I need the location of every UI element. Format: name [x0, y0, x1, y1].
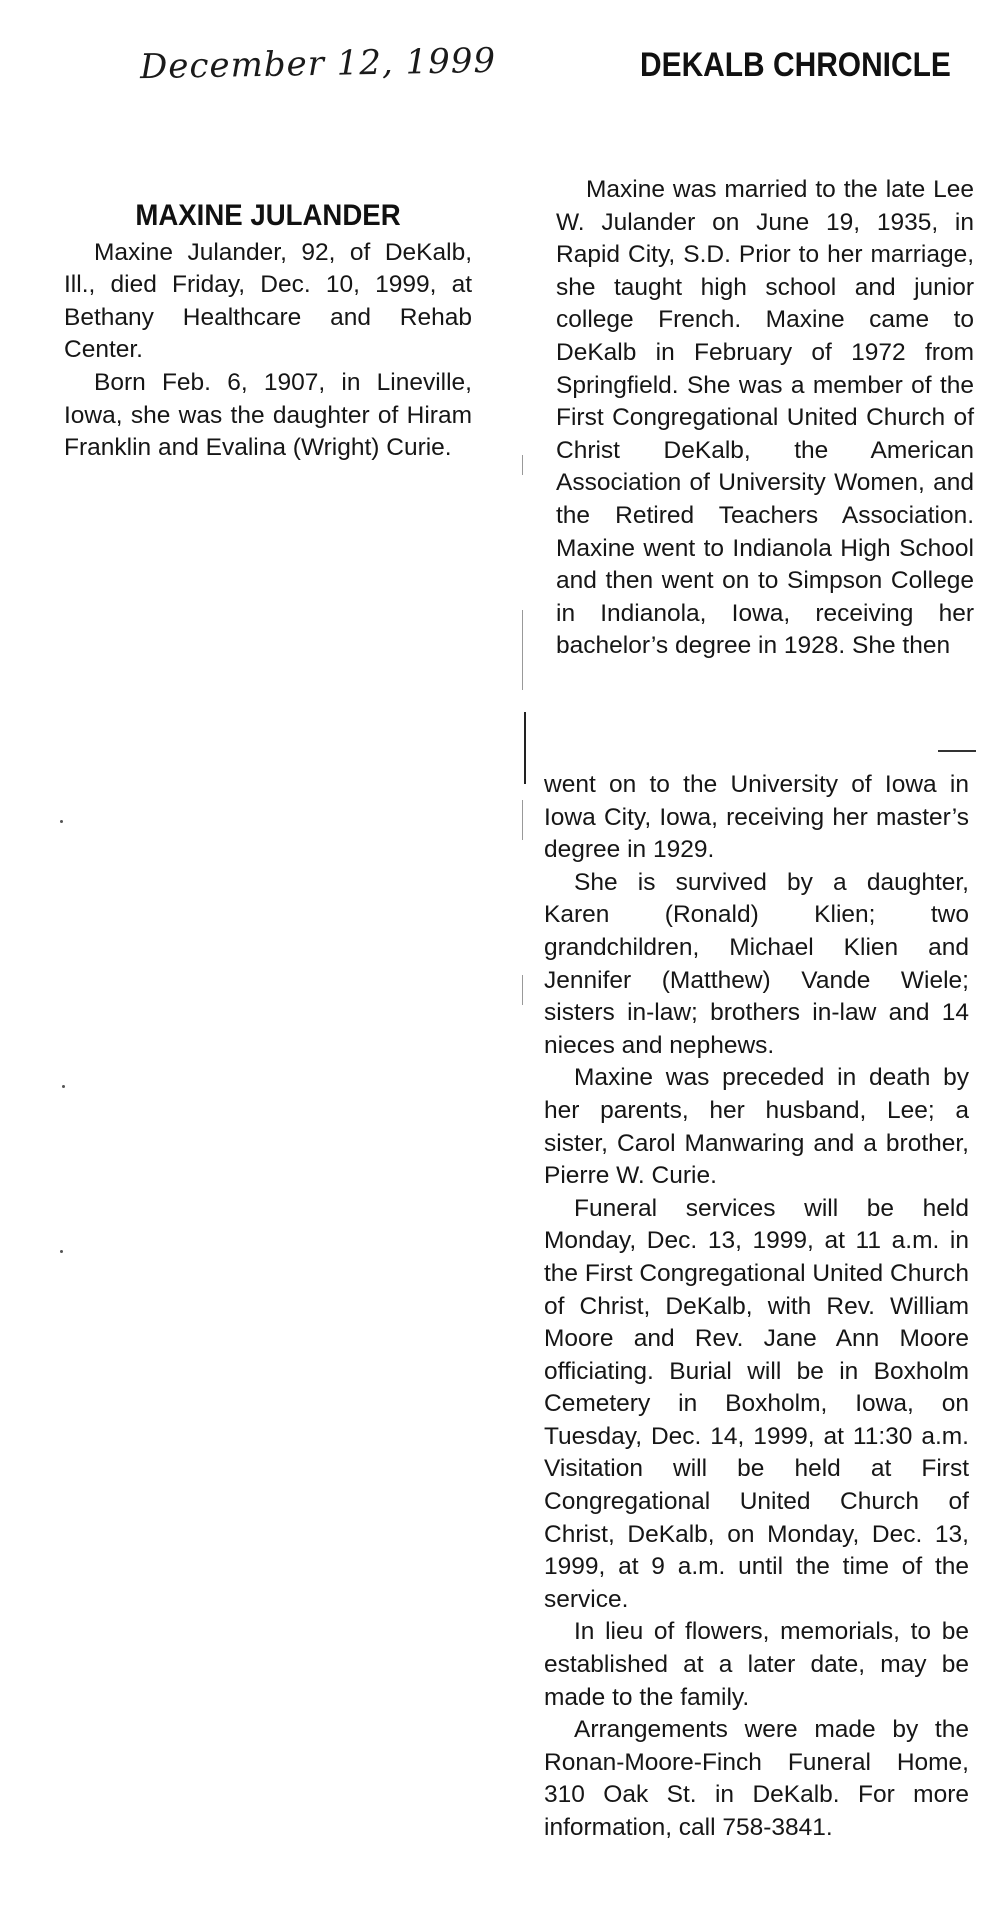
paragraph: She is survived by a daughter, Karen (Ronald) Klien; two grandchildren, Michael Klien and Jennifer (Matthew) Vande Wiele; sisters in-law; brothers in-law and 14 nieces and nephews.	[544, 868, 969, 1059]
scan-mark	[522, 610, 523, 690]
newspaper-masthead: DEKALB CHRONICLE	[640, 46, 951, 84]
clipping-edge	[524, 712, 526, 784]
scan-mark	[522, 800, 523, 840]
scan-speck	[60, 820, 63, 823]
paragraph: In lieu of flowers, memorials, to be established at a later date, may be made to the family.	[544, 1618, 969, 1711]
right-column-bottom	[544, 769, 969, 1845]
handwritten-date: December 12, 1999	[139, 40, 497, 88]
paragraph: Funeral services will be held Monday, Dec. 13, 1999, at 11 a.m. in the First Congregational United Church of Christ, DeKalb, with Rev. William Moore and Rev. Jane Ann Moore officiating. Burial will be in Boxholm Cemetery in Boxholm, Iowa, on Tuesday, Dec. 14, 1999, at 11:30 a.m. Visitation will be held at First Congregational United Church of Christ, DeKalb, on Monday, Dec. 13, 1999, at 9 a.m. until the time of the service.	[544, 1194, 969, 1613]
scan-speck	[62, 1085, 65, 1088]
paragraph: Arrangements were made by the Ronan-Moore-Finch Funeral Home, 310 Oak St. in DeKalb. For more information, call 758-3841.	[544, 1716, 969, 1841]
obituary-title: MAXINE JULANDER	[135, 199, 401, 232]
scan-mark	[522, 975, 523, 1005]
scan-speck	[60, 1250, 63, 1253]
right-column-top	[556, 174, 974, 663]
scan-mark	[522, 455, 523, 475]
paragraph: Maxine was preceded in death by her parents, her husband, Lee; a sister, Carol Manwaring and a brother, Pierre W. Curie.	[544, 1064, 969, 1190]
paragraph: went on to the University of Iowa in Iowa City, Iowa, receiving her master’s degree in 1929.	[544, 771, 969, 864]
paragraph: Maxine was married to the late Lee W. Julander on June 19, 1935, in Rapid City, S.D. Prior to her marriage, she taught high school and junior college French. Maxine came to DeKalb in February of 1972 from Springfield. She was a member of the First Congregational United Church of Christ DeKalb, the American Association of University Women, and the Retired Teachers Association. Maxine went to Indianola High School and then went on to Simpson College in Indianola, Iowa, receiving her bachelor’s degree in 1928. She then	[556, 176, 974, 660]
paragraph: Maxine Julander, 92, of DeKalb, Ill., died Friday, Dec. 10, 1999, at Bethany Healthcare and Rehab Center.	[64, 238, 472, 364]
left-column	[64, 200, 472, 465]
paragraph: Born Feb. 6, 1907, in Lineville, Iowa, she was the daughter of Hiram Franklin and Evalina (Wright) Curie.	[64, 368, 472, 462]
column-divider	[938, 750, 976, 752]
